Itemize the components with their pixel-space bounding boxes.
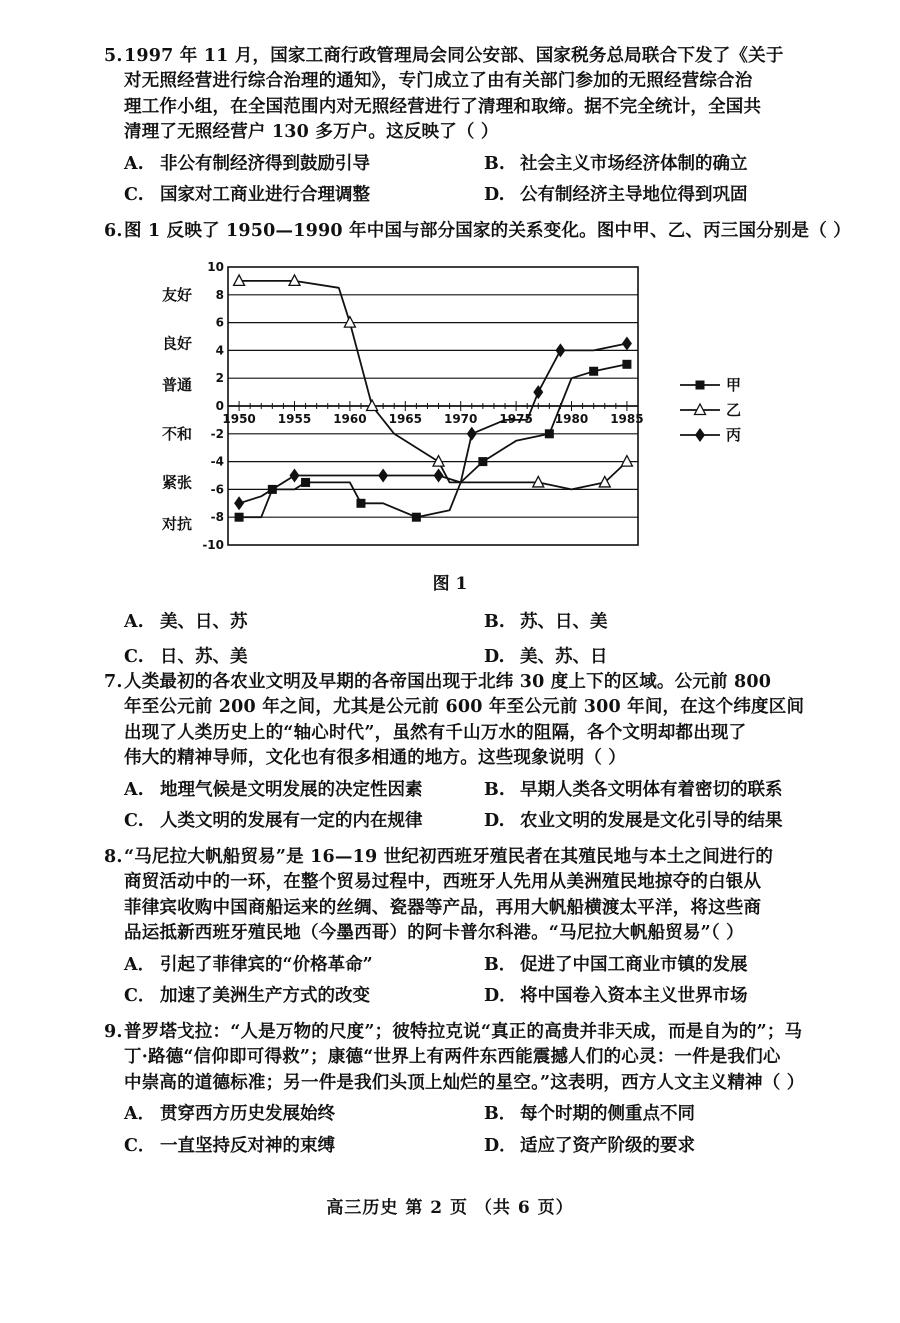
x-tick-label: 1950 [222,412,256,426]
x-tick-label: 1960 [333,412,367,426]
option-key: D. [484,647,505,668]
option-text: 将中国卷入资本主义世界市场 [520,985,748,1006]
option-text: 美、苏、日 [520,647,608,668]
series-1-point [589,367,598,376]
option-a[interactable] [124,610,464,635]
option-key: D. [484,810,505,831]
x-tick-label: 1965 [388,412,423,426]
y-tick-label: 0 [215,399,224,413]
question-5 [104,44,824,208]
option-b[interactable] [484,778,824,803]
series-1-point [478,457,487,466]
option-a[interactable] [124,778,464,803]
series-3-point [434,469,444,483]
y-tick-label: 6 [215,315,224,330]
option-text: 引起了菲律宾的“价格革命” [160,954,373,975]
option-d[interactable] [484,1134,824,1159]
relation-category-label: 对抗 [162,515,193,534]
y-tick-label: -6 [210,482,224,497]
option-a[interactable] [124,953,464,978]
options [124,778,824,835]
option-a[interactable] [124,1102,464,1127]
y-tick-label: -4 [210,454,224,469]
option-key: A． [124,1104,156,1125]
option-key: C. [124,810,144,831]
option-text: 贯穿西方历史发展始终 [160,1104,335,1125]
series-2-point [621,456,632,467]
question-number: 6. [104,221,123,241]
question-number: 9. [104,1022,123,1042]
question-number: 7. [104,672,123,692]
option-key: B. [484,612,505,632]
options [124,953,824,1010]
x-tick-label: 1970 [443,412,478,426]
stem-line: 商贸活动中的一环，在整个贸易过程中，西班牙人先用从美洲殖民地掠夺的白银从 [124,872,762,893]
y-tick-label: -8 [210,510,224,525]
x-tick-label: 1980 [554,412,589,426]
question-8 [104,845,824,1009]
option-text: 加速了美洲生产方式的改变 [160,985,370,1006]
stem-line: 出现了人类历史上的“轴心时代”，虽然有千山万水的阻隔，各个文明却都出现了 [124,722,747,743]
legend-marker [696,381,705,390]
question-9 [104,1020,824,1159]
stem-line: 丁·路德“信仰即可得救”；康德“世界上有两件东西能震撼人们的心灵：一件是我们心 [124,1047,781,1068]
option-key: A. [124,612,144,632]
option-key: C. [124,184,144,205]
stem-line: “马尼拉大帆船贸易”是 16—19 世纪初西班牙殖民者在其殖民地与本土之间进行的 [124,847,774,867]
option-d[interactable] [484,809,824,834]
option-text: 适应了资产阶级的要求 [520,1135,695,1156]
stem-line: 年至公元前 200 年之间，尤其是公元前 600 年至公元前 300 年间，在这个纬度区间 [124,697,805,718]
series-1-point [545,429,554,438]
y-tick-label: 4 [215,343,224,358]
stem-line: 对无照经营进行综合治理的通知》，专门成立了由有关部门参加的无照经营综合治 [124,71,753,92]
option-key: A． [124,954,156,975]
question-stem [104,219,851,244]
relation-category-label: 友好 [162,285,193,304]
option-key: B． [484,954,517,975]
series-3-point [289,469,299,483]
series-1-point [412,513,421,522]
y-tick-label: 10 [207,260,224,274]
option-b[interactable] [484,152,824,177]
option-b[interactable] [484,610,824,635]
y-tick-label: -2 [210,426,224,441]
option-text: 日、苏、美 [160,647,248,668]
y-tick-label: 2 [215,371,224,386]
legend-label: 乙 [726,401,742,419]
option-d[interactable] [484,183,824,208]
question-stem [104,44,824,146]
series-3-point [622,336,632,350]
stem-line: 清理了无照经营户 130 多万户。这反映了（ ） [124,122,499,143]
series-1-point [622,360,631,369]
stem-line: 人类最初的各农业文明及早期的各帝国出现于北纬 30 度上下的区域。公元前 800 [124,672,772,692]
option-a[interactable] [124,152,464,177]
option-text: 一直坚持反对神的束缚 [160,1135,335,1156]
option-d[interactable] [484,984,824,1009]
y-tick-label: 8 [215,287,224,302]
series-1-point [356,499,365,508]
option-key: D． [484,985,517,1006]
option-key: B． [484,1104,517,1125]
stem-line: 普罗塔戈拉：“人是万物的尺度”；彼特拉克说“真正的高贵并非天成，而是自为的”；马 [124,1022,803,1042]
option-text: 公有制经济主导地位得到巩固 [520,184,748,205]
option-text: 农业文明的发展是文化引导的结果 [520,810,783,831]
series-1-point [235,513,244,522]
relation-category-label: 不和 [162,424,193,443]
question-stem [104,670,824,772]
legend-marker [695,428,705,442]
options [124,152,824,209]
figure-caption: 图 1 [432,574,468,594]
x-tick-label: 1985 [610,412,644,426]
option-c[interactable] [124,645,464,670]
series-3-point [467,427,477,441]
chart-svg [160,255,800,555]
x-tick-label: 1975 [499,412,533,426]
question-6-options [104,604,824,671]
option-key: B. [484,779,505,800]
option-d[interactable] [484,645,824,670]
option-b[interactable] [484,953,824,978]
legend-label: 甲 [726,376,742,394]
stem-line: 中崇高的道德标准；另一件是我们头顶上灿烂的星空。”这表明，西方人文主义精神（ ） [124,1072,805,1093]
series-3-point [378,469,388,483]
option-text: 社会主义市场经济体制的确立 [520,153,748,174]
question-number: 5. [104,46,123,66]
stem-line: 品运抵新西班牙殖民地（今墨西哥）的阿卡普尔科港。“马尼拉大帆船贸易”（ ） [124,923,744,944]
option-text: 非公有制经济得到鼓励引导 [160,153,370,174]
option-key: C. [124,647,144,668]
stem-line: 图 1 反映了 1950—1990 年中国与部分国家的关系变化。图中甲、乙、丙三国分别是（ ） [124,221,851,241]
relation-category-label: 紧张 [162,473,193,492]
option-key: C． [124,985,156,1006]
option-key: B. [484,153,505,174]
option-c[interactable] [124,1134,464,1159]
stem-line: 菲律宾收购中国商船运来的丝绸、瓷器等产品，再用大帆船横渡太平洋，将这些商 [124,897,762,918]
option-text: 苏、日、美 [520,612,608,632]
option-key: A. [124,779,144,800]
question-6 [104,219,851,244]
option-text: 每个时期的侧重点不同 [520,1104,695,1125]
option-b[interactable] [484,1102,824,1127]
series-2-point [433,456,444,467]
series-3-point [234,496,244,510]
option-key: D． [484,1135,517,1156]
option-key: A. [124,153,144,174]
stem-line: 理工作小组，在全国范围内对无照经营进行了清理和取缔。据不完全统计，全国共 [124,96,762,117]
option-key: C． [124,1135,156,1156]
option-c[interactable] [124,809,464,834]
series-1-point [301,478,310,487]
y-tick-label: -10 [202,538,224,552]
series-line-1 [239,364,627,517]
legend-label: 丙 [726,426,742,444]
relations-line-chart [160,255,800,555]
page-footer: 高三历史 第 2 页 （共 6 页） [326,1198,574,1218]
question-number: 8. [104,847,123,867]
option-text: 美、日、苏 [160,612,248,632]
x-tick-label: 1955 [277,412,312,426]
stem-line: 1997 年 11 月，国家工商行政管理局会同公安部、国家税务总局联合下发了《关于 [124,46,784,66]
relation-category-label: 普通 [162,376,193,395]
option-text: 促进了中国工商业市镇的发展 [520,954,748,975]
options [124,1102,824,1159]
option-key: D. [484,184,505,205]
stem-line: 伟大的精神导师，文化也有很多相通的地方。这些现象说明（ ） [124,748,626,769]
option-text: 国家对工商业进行合理调整 [160,184,370,205]
option-c[interactable] [124,984,464,1009]
option-text: 早期人类各文明体有着密切的联系 [520,779,783,800]
option-text: 人类文明的发展有一定的内在规律 [160,810,423,831]
options [124,610,824,671]
option-text: 地理气候是文明发展的决定性因素 [160,779,423,800]
question-stem [104,845,824,947]
question-7 [104,670,824,834]
option-c[interactable] [124,183,464,208]
relation-category-label: 良好 [162,334,193,353]
series-2-point [344,317,355,328]
question-stem [104,1020,824,1096]
